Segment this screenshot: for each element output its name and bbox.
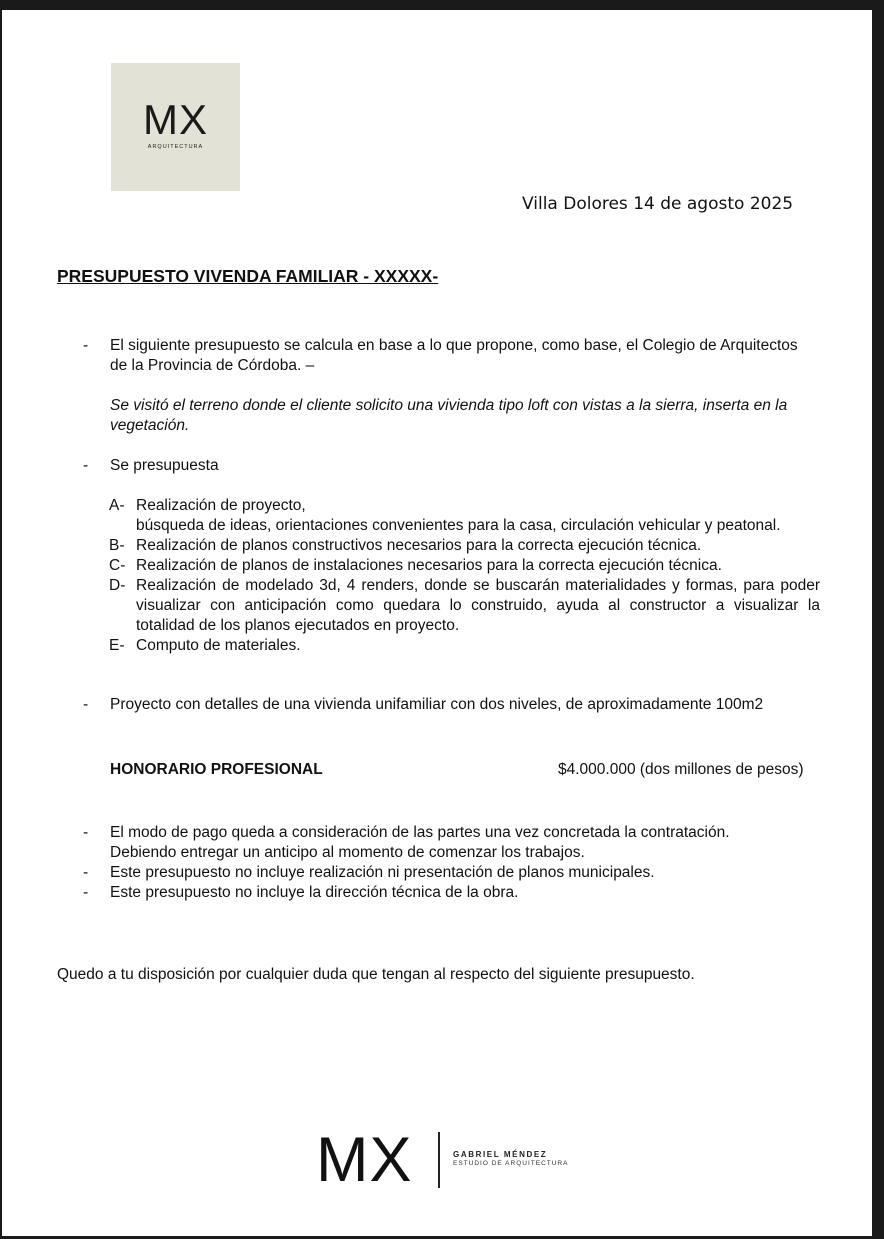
intro-line-1: El siguiente presupuesto se calcula en base a lo que propone, como base, el Colegio de Arquitectos — [110, 337, 798, 354]
scope-item-letter: B- — [109, 537, 125, 554]
fee-amount: $4.000.000 (dos millones de pesos) — [558, 761, 804, 778]
condition-payment-line-1: El modo de pago queda a consideración de las partes una vez concretada la contratación. — [110, 824, 730, 841]
scope-item-letter: E- — [109, 637, 125, 654]
scope-item-text: visualizar con anticipación como quedara lo construido, ayuda al constructor a visualizar la — [136, 597, 820, 614]
footer-architect-name: GABRIEL MÉNDEZ — [453, 1150, 548, 1159]
scope-item-letter: C- — [109, 557, 126, 574]
footer-logo-mark: MX — [316, 1125, 413, 1195]
logo-mark: MX — [143, 96, 208, 143]
scope-item-text: búsqueda de ideas, orientaciones convenientes para la casa, circulación vehicular y peatonal. — [136, 517, 781, 534]
scope-item-text: Realización de proyecto, — [136, 497, 306, 514]
bullet-dash: - — [83, 824, 89, 841]
condition-payment-line-2: Debiendo entregar un anticipo al momento de comenzar los trabajos. — [110, 844, 585, 861]
header-logo — [111, 63, 240, 191]
scope-item-text: totalidad de los planos ejecutados en proyecto. — [136, 617, 460, 634]
project-description: Proyecto con detalles de una vivienda unifamiliar con dos niveles, de aproximadamente 100m2 — [110, 696, 764, 713]
scope-item-letter: A- — [109, 497, 125, 514]
bullet-dash: - — [83, 457, 89, 474]
intro-line-2: de la Provincia de Córdoba. – — [110, 357, 315, 374]
footer-divider — [438, 1132, 440, 1188]
document-title: PRESUPUESTO VIVENDA FAMILIAR - XXXXX- — [57, 266, 439, 286]
bullet-dash: - — [83, 864, 89, 881]
scope-label: Se presupuesta — [110, 457, 219, 474]
condition-technical-direction: Este presupuesto no incluye la dirección técnica de la obra. — [110, 884, 519, 901]
fee-label: HONORARIO PROFESIONAL — [110, 761, 323, 778]
scope-item-text: Realización de planos constructivos necesarios para la correcta ejecución técnica. — [136, 537, 702, 554]
closing-text: Quedo a tu disposición por cualquier duda que tengan al respecto del siguiente presupuesto. — [57, 966, 695, 983]
visit-line-2: vegetación. — [110, 417, 190, 434]
scope-item-text: Realización de modelado 3d, 4 renders, donde se buscarán materialidades y formas, para poder — [136, 577, 820, 594]
bullet-dash: - — [83, 884, 89, 901]
scope-item-letter: D- — [109, 577, 126, 594]
window-border-left — [0, 0, 2, 1239]
condition-municipal-plans: Este presupuesto no incluye realización ni presentación de planos municipales. — [110, 864, 655, 881]
bullet-dash: - — [83, 696, 89, 713]
document-date: Villa Dolores 14 de agosto 2025 — [522, 194, 794, 214]
window-border-right — [872, 0, 884, 1239]
visit-line-1: Se visitó el terreno donde el cliente solicito una vivienda tipo loft con vistas a la sierra, inserta en la — [110, 397, 788, 414]
scope-item-text: Computo de materiales. — [136, 637, 301, 654]
bullet-dash: - — [83, 337, 89, 354]
footer-studio-name: ESTUDIO DE ARQUITECTURA — [453, 1160, 569, 1167]
logo-subtitle: ARQUITECTURA — [147, 144, 204, 150]
scope-item-text: Realización de planos de instalaciones necesarios para la correcta ejecución técnica. — [136, 557, 722, 574]
window-border-top — [0, 0, 884, 10]
